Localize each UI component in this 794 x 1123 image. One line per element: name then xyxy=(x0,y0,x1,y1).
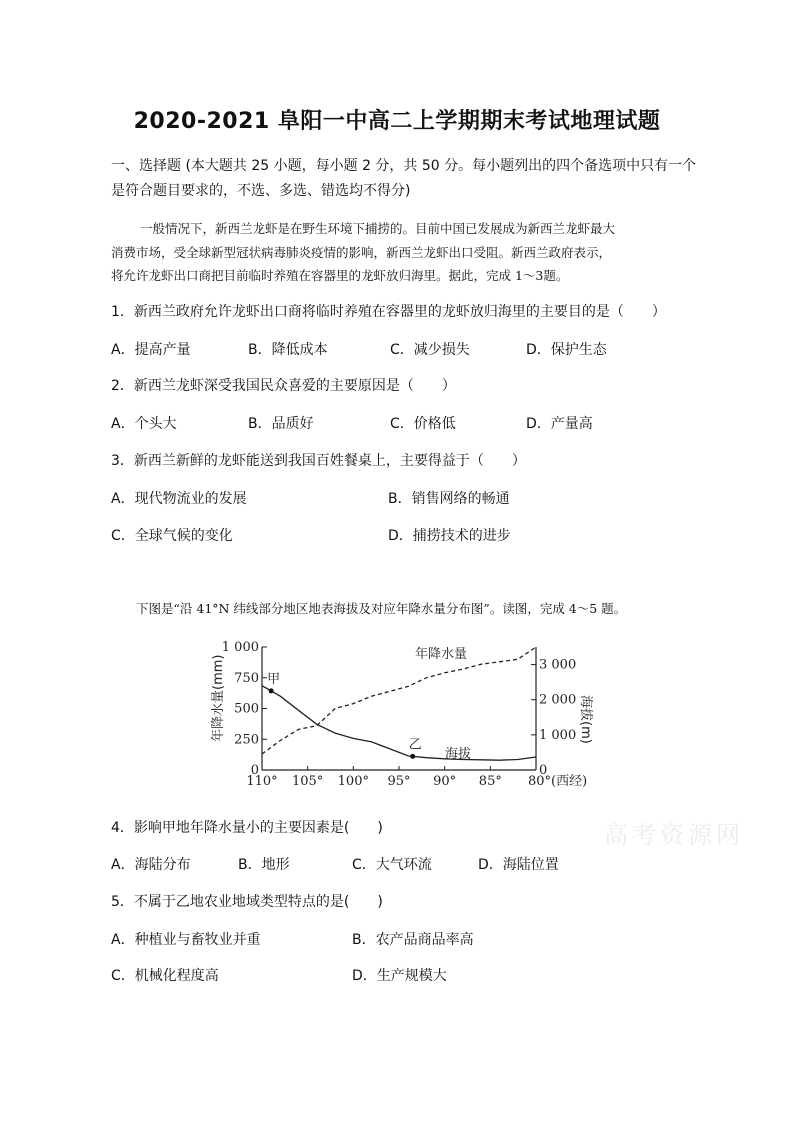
question-4-option-c: C．大气环流 xyxy=(352,857,432,873)
question-4-stem: 4．影响甲地年降水量小的主要因素是( ) xyxy=(111,820,383,836)
elevation-series-line xyxy=(262,686,536,761)
elevation-series-label: 海拔 xyxy=(445,747,472,762)
passage1-line1: 一般情况下，新西兰龙虾是在野生环境下捕捞的。目前中国已发展成为新西兰龙虾最大 xyxy=(140,221,616,236)
watermark: 高考资源网 xyxy=(604,821,744,849)
y-left-tick-label: 0 xyxy=(250,763,259,778)
question-2-option-d: D．产量高 xyxy=(526,416,593,432)
y-right-tick-label: 2 000 xyxy=(539,692,577,708)
question-3-option-c: C．全球气候的变化 xyxy=(111,528,233,544)
question-1-option-d: D．保护生态 xyxy=(526,342,607,358)
x-tick-label: 95° xyxy=(387,774,411,789)
annotation-label-2: 乙 xyxy=(408,737,422,753)
section-heading-line1: 一、选择题 (本大题共 25 小题，每小题 2 分，共 50 分。每小题列出的四个备选项中只有一个 xyxy=(111,158,697,174)
question-4-option-d: D．海陆位置 xyxy=(478,857,559,873)
x-tick-label: 100° xyxy=(337,774,369,789)
y-left-tick-label: 1 000 xyxy=(221,640,259,655)
x-tick-label: 110° xyxy=(246,774,278,789)
y-left-tick-label: 750 xyxy=(234,670,259,686)
precipitation-series-label: 年降水量 xyxy=(415,647,468,662)
chart-annotations xyxy=(267,672,422,759)
question-2-option-b: B．品质好 xyxy=(248,416,314,432)
question-3-stem: 3．新西兰新鲜的龙虾能送到我国百姓餐桌上，主要得益于（ ） xyxy=(111,453,526,469)
passage2: 下图是“沿 41°N 纬线部分地区地表海拔及对应年降水量分布图”。读图，完成 4～5 题。 xyxy=(136,601,627,616)
annotation-label-1: 甲 xyxy=(267,671,281,687)
question-5-option-d: D．生产规模大 xyxy=(352,968,447,984)
y-left-tick-label: 250 xyxy=(234,732,259,748)
question-1-stem: 1．新西兰政府允许龙虾出口商将临时养殖在容器里的龙虾放归海里的主要目的是（ ） xyxy=(111,304,666,320)
question-3-option-b: B．销售网络的畅通 xyxy=(388,491,510,507)
y-right-tick-label: 0 xyxy=(539,763,548,778)
x-tick-label: 105° xyxy=(292,774,324,789)
question-2-option-c: C．价格低 xyxy=(390,416,456,432)
y-left-axis-label: 年降水量(mm) xyxy=(211,654,226,742)
question-1-option-c: C．减少损失 xyxy=(390,342,470,358)
question-2-option-a: A．个头大 xyxy=(111,416,177,432)
annotation-point-2 xyxy=(410,754,415,759)
passage1-line3: 将允许龙虾出口商把目前临时养殖在容器里的龙虾放归海里。据此，完成 1～3题。 xyxy=(111,268,569,283)
x-tick-label: 80°(西经) xyxy=(528,774,588,789)
annotation-point-1 xyxy=(269,688,274,693)
y-right-axis-label: 海拔(m) xyxy=(578,695,593,744)
question-2-stem: 2．新西兰龙虾深受我国民众喜爱的主要原因是（ ） xyxy=(111,378,456,394)
chart-axes xyxy=(262,647,536,770)
question-1-option-a: A．提高产量 xyxy=(111,342,191,358)
precipitation-series-line xyxy=(262,647,536,754)
question-1-option-b: B．降低成本 xyxy=(248,342,328,358)
question-5-option-b: B．农产品商品率高 xyxy=(352,932,474,948)
question-5-option-c: C．机械化程度高 xyxy=(111,968,219,984)
section-heading-line2: 是符合题目要求的，不选、多选、错选均不得分) xyxy=(111,183,411,199)
question-3-option-a: A．现代物流业的发展 xyxy=(111,491,247,507)
question-5-option-a: A．种植业与畜牧业并重 xyxy=(111,932,261,948)
y-right-tick-label: 3 000 xyxy=(539,657,577,673)
page-title: 2020-2021 阜阳一中高二上学期期末考试地理试题 xyxy=(133,109,661,134)
question-4-option-a: A．海陆分布 xyxy=(111,857,191,873)
y-left-tick-label: 500 xyxy=(234,701,259,717)
elevation-precipitation-chart xyxy=(200,630,600,795)
y-right-tick-label: 1 000 xyxy=(539,727,577,743)
passage1-line2: 消费市场，受全球新型冠状病毒肺炎疫情的影响，新西兰龙虾出口受阻。新西兰政府表示， xyxy=(111,245,612,260)
x-tick-label: 90° xyxy=(433,774,457,789)
chart-ticks xyxy=(222,640,587,789)
question-3-option-d: D．捕捞技术的进步 xyxy=(388,528,511,544)
question-5-stem: 5．不属于乙地农业地域类型特点的是( ) xyxy=(111,894,383,910)
x-tick-label: 85° xyxy=(478,774,502,789)
question-4-option-b: B．地形 xyxy=(238,857,290,873)
